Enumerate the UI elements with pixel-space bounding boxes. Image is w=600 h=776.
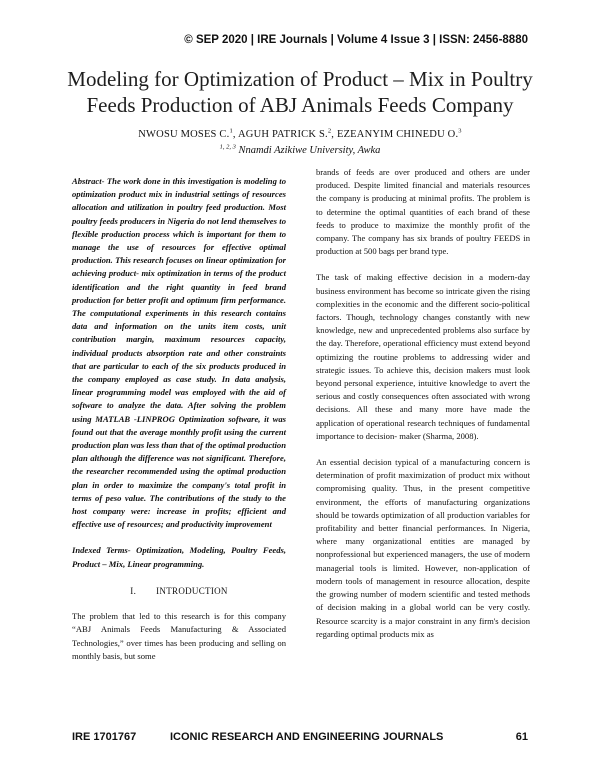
journal-header: © SEP 2020 | IRE Journals | Volume 4 Issue 3 | ISSN: 2456-8880	[184, 34, 528, 46]
body-paragraph-2: The task of making effective decision in a modern-day business environment has become so intricate given the rising complexities in the economic and the different socio-political factors. Though, technology changes constantly with new knowledge, new and unprecedented problems also surface by the day. Therefore, operational efficiency must extend beyond optimizing the routine problems to addressing wider and strategic issues. To achieve this, decision makers must look beyond personal experience, intuitive knowledge to avert the serious and costly consequences often associated with wrong decisions. All these and many more have made the application of operational research techniques of fundamental importance to decision- maker (Sharma, 2008).	[316, 272, 530, 441]
right-column	[316, 166, 530, 641]
intro-paragraph: The problem that led to this research is for this company “ABJ Animals Feeds Manufacturing & Associated Technologies,” over times has been producing and selling on monthly basis, but some	[72, 611, 286, 661]
paper-title-line-1: Modeling for Optimization of Product – Mix in Poultry	[67, 67, 533, 91]
left-column	[72, 175, 286, 663]
affiliation	[40, 145, 560, 156]
footer-article-id: IRE 1701767	[72, 731, 137, 743]
paper-title-line-2: Feeds Production of ABJ Animals Feeds Company	[86, 93, 514, 117]
index-terms-label: Indexed Terms-	[72, 545, 131, 556]
section-number: I.	[130, 585, 137, 596]
section-heading-introduction	[72, 585, 286, 598]
paper-title	[40, 66, 560, 118]
footer-journal-name: ICONIC RESEARCH AND ENGINEERING JOURNALS	[170, 731, 444, 743]
author-1: NWOSU MOSES C.$^1$,	[138, 127, 238, 140]
body-paragraph-3: An essential decision typical of a manufacturing concern is determination of profit maximization of product mix without compromising quality. Thus, in the present competitive environment, the efforts of manufacturing organizations should be towards optimization of all production variables for profitability and better financial performances. In Nigeria, where many organizational entities are managed by nonprofessional but experienced managers, the use of modern managerial tools is limited. However, non-application of modern tools of management in resource allocation, despite the growing number of modern scientific and tested methods of decision making in a global world can be very costly. Resource scarcity is a major constraint in any firm's decision regarding optimal products mix as	[316, 457, 530, 639]
affiliation-marks: 1, 2, 3	[219, 143, 236, 151]
author-2: AGUH PATRICK S.$^2$,	[238, 127, 337, 140]
author-list	[40, 129, 560, 140]
section-title: INTRODUCTION	[156, 585, 228, 596]
footer-page-number: 61	[515, 731, 528, 743]
author-3: EZEANYIM CHINEDU O.$^3$	[336, 127, 462, 140]
abstract	[72, 175, 286, 531]
index-terms-text: Optimization, Modeling, Poultry Feeds, Product – Mix, Linear programming.	[72, 545, 286, 569]
affiliation-name: Nnamdi Azikiwe University, Awka	[238, 145, 381, 156]
body-paragraph-1: brands of feeds are over produced and others are under produced. Despite limited financial and materials resources the company is producing at minimal profits. The problem is to determine the optimal quantities of each brand of these feeds to produce to maximize the monthly profit of the company. The company has six brands of poultry FEEDS in production at 500 bags per brand type.	[316, 167, 530, 257]
index-terms	[72, 544, 286, 570]
abstract-text: The work done in this investigation is modeling to optimization product mix in industrial settings of resources allocation and utilization in poultry feed production. Most poultry feeds producers in Nigeria do not lend themselves to flexible production process which is important for them to manage the use of resources for effective optimal production. This research focuses on linear optimization for achieving product- mix optimization in terms of the product identification and the right quantity in feed brand production for better profit and optimum firm performance. The computational experiments in this research contains data and information on the units item costs, unit contribution margin, maximum resources capacity, individual products absorption rate and other constraints that are particular to each of the six products produced in the company employed as case study. In data analysis, linear programming model was employed with the aid of software to analyze the data. After solving the problem using MATLAB -LINPROG Optimization software, it was found out that the average monthly profit using the current production plan was less than that of the optimal production plan although the difference was not significant. Therefore, the researcher recommended using the optimal production plan in order to maximize the company's total profit in terms of peso value. The contributions of the study to the host company were: increase in profits; efficient and effective use of resources; and productivity improvement	[72, 176, 286, 530]
abstract-label: Abstract-	[72, 176, 105, 186]
